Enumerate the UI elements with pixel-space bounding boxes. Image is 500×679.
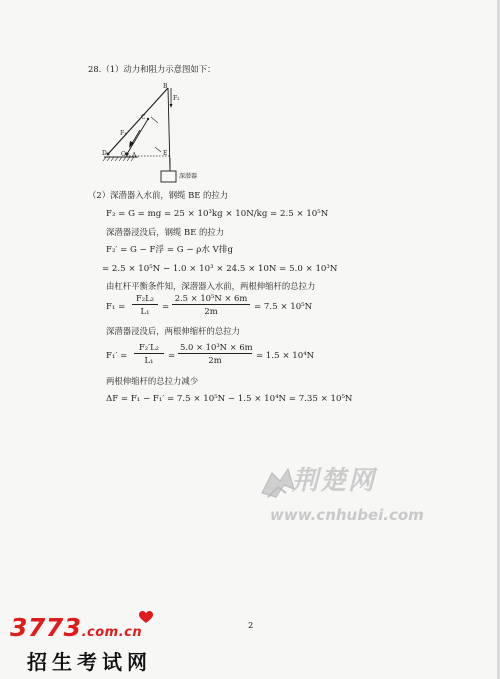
eq5-denominator-1: L₁ bbox=[144, 355, 154, 365]
eq4-lhs: F₁ = bbox=[106, 302, 126, 312]
box-label: 深潜器 bbox=[179, 173, 198, 180]
eq5-fraction-2 bbox=[178, 342, 252, 365]
eq4-denominator-1: L₁ bbox=[140, 306, 150, 316]
site-subtitle: 招生考试网 bbox=[27, 650, 152, 674]
label-C: C bbox=[141, 114, 146, 121]
eq4-numerator-1: F₂L₂ bbox=[132, 293, 158, 305]
line-lever-condition: 由杠杆平衡条件知，深潜器入水前，两根伸缩杆的总拉力 bbox=[106, 281, 316, 291]
label-B: B bbox=[163, 83, 168, 90]
site-logo[interactable] bbox=[10, 613, 142, 642]
label-O: O bbox=[121, 151, 126, 158]
label-D: D bbox=[102, 150, 107, 157]
watermark-chinese: 荆楚网 bbox=[292, 466, 377, 496]
eq4-fraction-1 bbox=[132, 293, 158, 316]
eq5-equals: = bbox=[168, 351, 176, 361]
equation-3: = 2.5 × 10⁵N − 1.0 × 10³ × 24.5 × 10N = 5.0 × 10³N bbox=[102, 264, 338, 274]
eq4-denominator-2: 2m bbox=[204, 306, 218, 316]
question-intro: 28.（1）动力和阻力示意图如下： bbox=[88, 64, 216, 74]
heart-icon bbox=[139, 611, 153, 624]
eq4-numerator-2: 2.5 × 10⁵N × 6m bbox=[172, 293, 250, 305]
label-F2: F₂ bbox=[173, 95, 180, 102]
eq4-equals: = bbox=[162, 302, 170, 312]
site-logo-number: 3773 bbox=[10, 613, 82, 642]
line-immersed-bE: 深潜器浸没后，钢缆 BE 的拉力 bbox=[106, 227, 225, 237]
page-number: 2 bbox=[248, 620, 254, 630]
eq5-fraction-1 bbox=[134, 342, 164, 365]
eq4-fraction-2 bbox=[172, 293, 250, 316]
equation-2: F₂′ = G − F浮 = G − ρ水 V排g bbox=[106, 245, 233, 255]
equation-6: ΔF = F₁ − F₁′ = 7.5 × 10⁵N − 1.5 × 10⁴N = 7.35 × 10⁵N bbox=[106, 394, 353, 404]
eq5-denominator-2: 2m bbox=[208, 355, 222, 365]
eq5-lhs: F₁′ = bbox=[106, 351, 128, 361]
eq4-result: = 7.5 × 10⁵N bbox=[254, 302, 313, 312]
eq5-numerator-1: F₂′L₂ bbox=[134, 342, 164, 354]
label-A: A bbox=[132, 152, 137, 159]
eq5-numerator-2: 5.0 × 10³N × 6m bbox=[180, 342, 253, 352]
equation-1: F₂ = G = mg = 25 × 10³kg × 10N/kg = 2.5 × 10⁵N bbox=[106, 209, 329, 219]
line-decrease: 两根伸缩杆的总拉力减少 bbox=[106, 376, 199, 386]
site-logo-domain: .com.cn bbox=[81, 625, 143, 640]
line-immersed-total: 深潜器浸没后，两根伸缩杆的总拉力 bbox=[106, 326, 240, 336]
part2-heading: （2）深潜器入水前，钢缆 BE 的拉力 bbox=[88, 190, 229, 200]
label-F1: F₁ bbox=[120, 130, 127, 137]
label-E: E bbox=[163, 150, 168, 157]
eq5-result: = 1.5 × 10⁴N bbox=[256, 351, 315, 361]
watermark-url: www.cnhubei.com bbox=[270, 506, 424, 524]
